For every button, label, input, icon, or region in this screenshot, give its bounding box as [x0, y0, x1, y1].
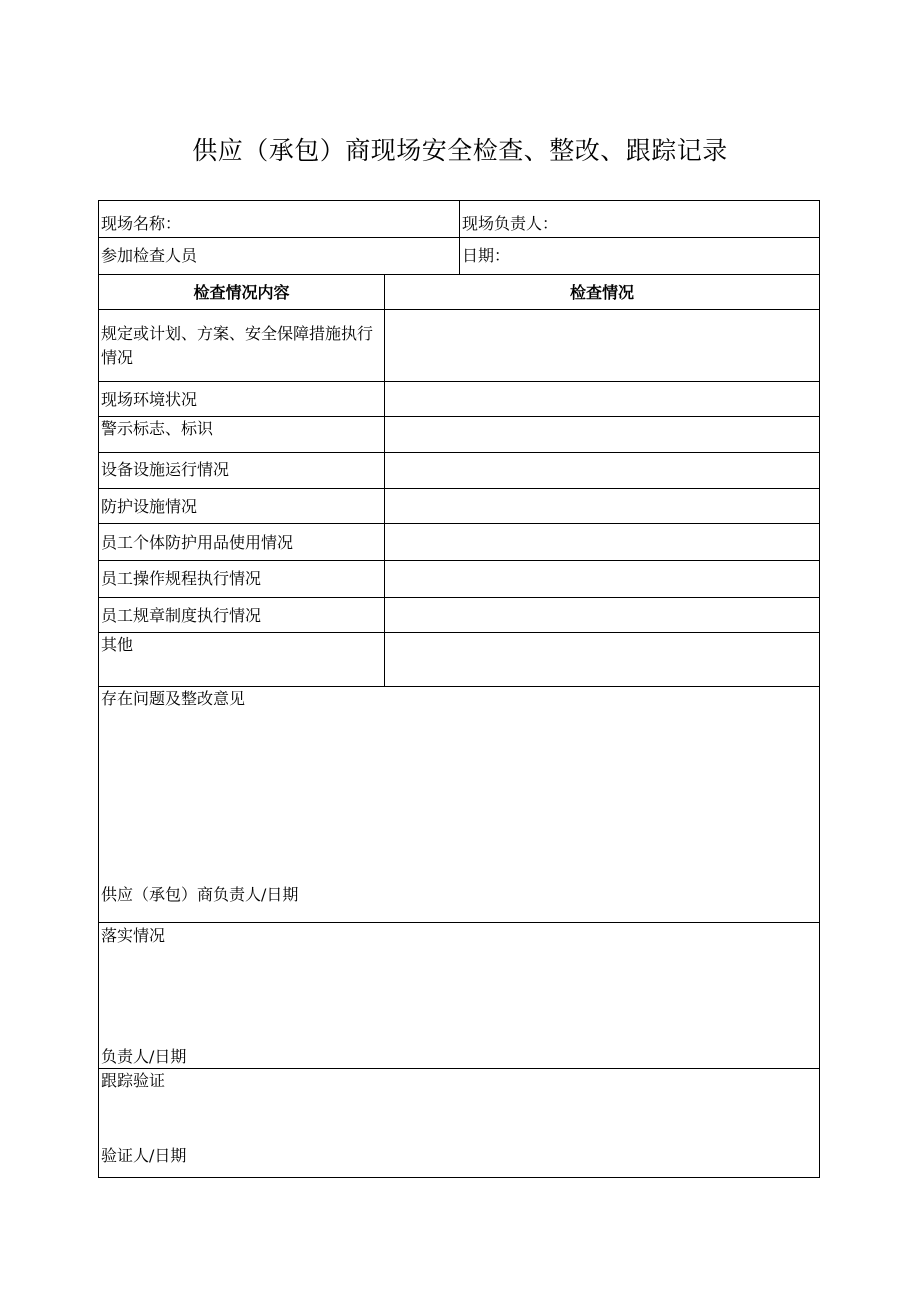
- divider: [99, 452, 819, 453]
- divider: [99, 523, 819, 524]
- divider: [99, 922, 819, 923]
- implementation-label: 落实情况: [101, 926, 166, 945]
- divider: [99, 309, 819, 310]
- inspectors-label: 参加检查人员: [101, 246, 198, 265]
- table-row: 员工规章制度执行情况: [101, 606, 262, 625]
- divider: [384, 274, 385, 687]
- issues-label: 存在问题及整改意见: [101, 689, 246, 708]
- divider: [99, 488, 819, 489]
- verification-label: 跟踪验证: [101, 1071, 166, 1090]
- table-row: 设备设施运行情况: [101, 460, 230, 479]
- table-row: 员工个体防护用品使用情况: [101, 533, 294, 552]
- inspection-form: [98, 200, 820, 1178]
- table-row: 警示标志、标识: [101, 419, 214, 438]
- column-header-content: 检查情况内容: [193, 283, 290, 302]
- divider: [99, 381, 819, 382]
- verification-signature: 验证人/日期: [101, 1146, 187, 1165]
- divider: [99, 560, 819, 561]
- page-title: 供应（承包）商现场安全检查、整改、跟踪记录: [192, 136, 728, 165]
- site-manager-label: 现场负责人：: [462, 214, 559, 233]
- table-row: 现场环境状况: [101, 390, 198, 409]
- issues-signature: 供应（承包）商负责人/日期: [101, 885, 299, 904]
- divider: [459, 201, 460, 274]
- table-row: 员工操作规程执行情况: [101, 569, 262, 588]
- date-label: 日期：: [462, 246, 511, 265]
- table-row: 防护设施情况: [101, 497, 198, 516]
- table-row: 其他: [101, 635, 134, 654]
- column-header-status: 检查情况: [569, 283, 634, 302]
- implementation-signature: 负责人/日期: [101, 1047, 187, 1066]
- table-row: 规定或计划、方案、安全保障措施执行情况: [101, 324, 374, 367]
- site-name-label: 现场名称：: [101, 214, 182, 233]
- divider: [99, 274, 819, 275]
- divider: [99, 597, 819, 598]
